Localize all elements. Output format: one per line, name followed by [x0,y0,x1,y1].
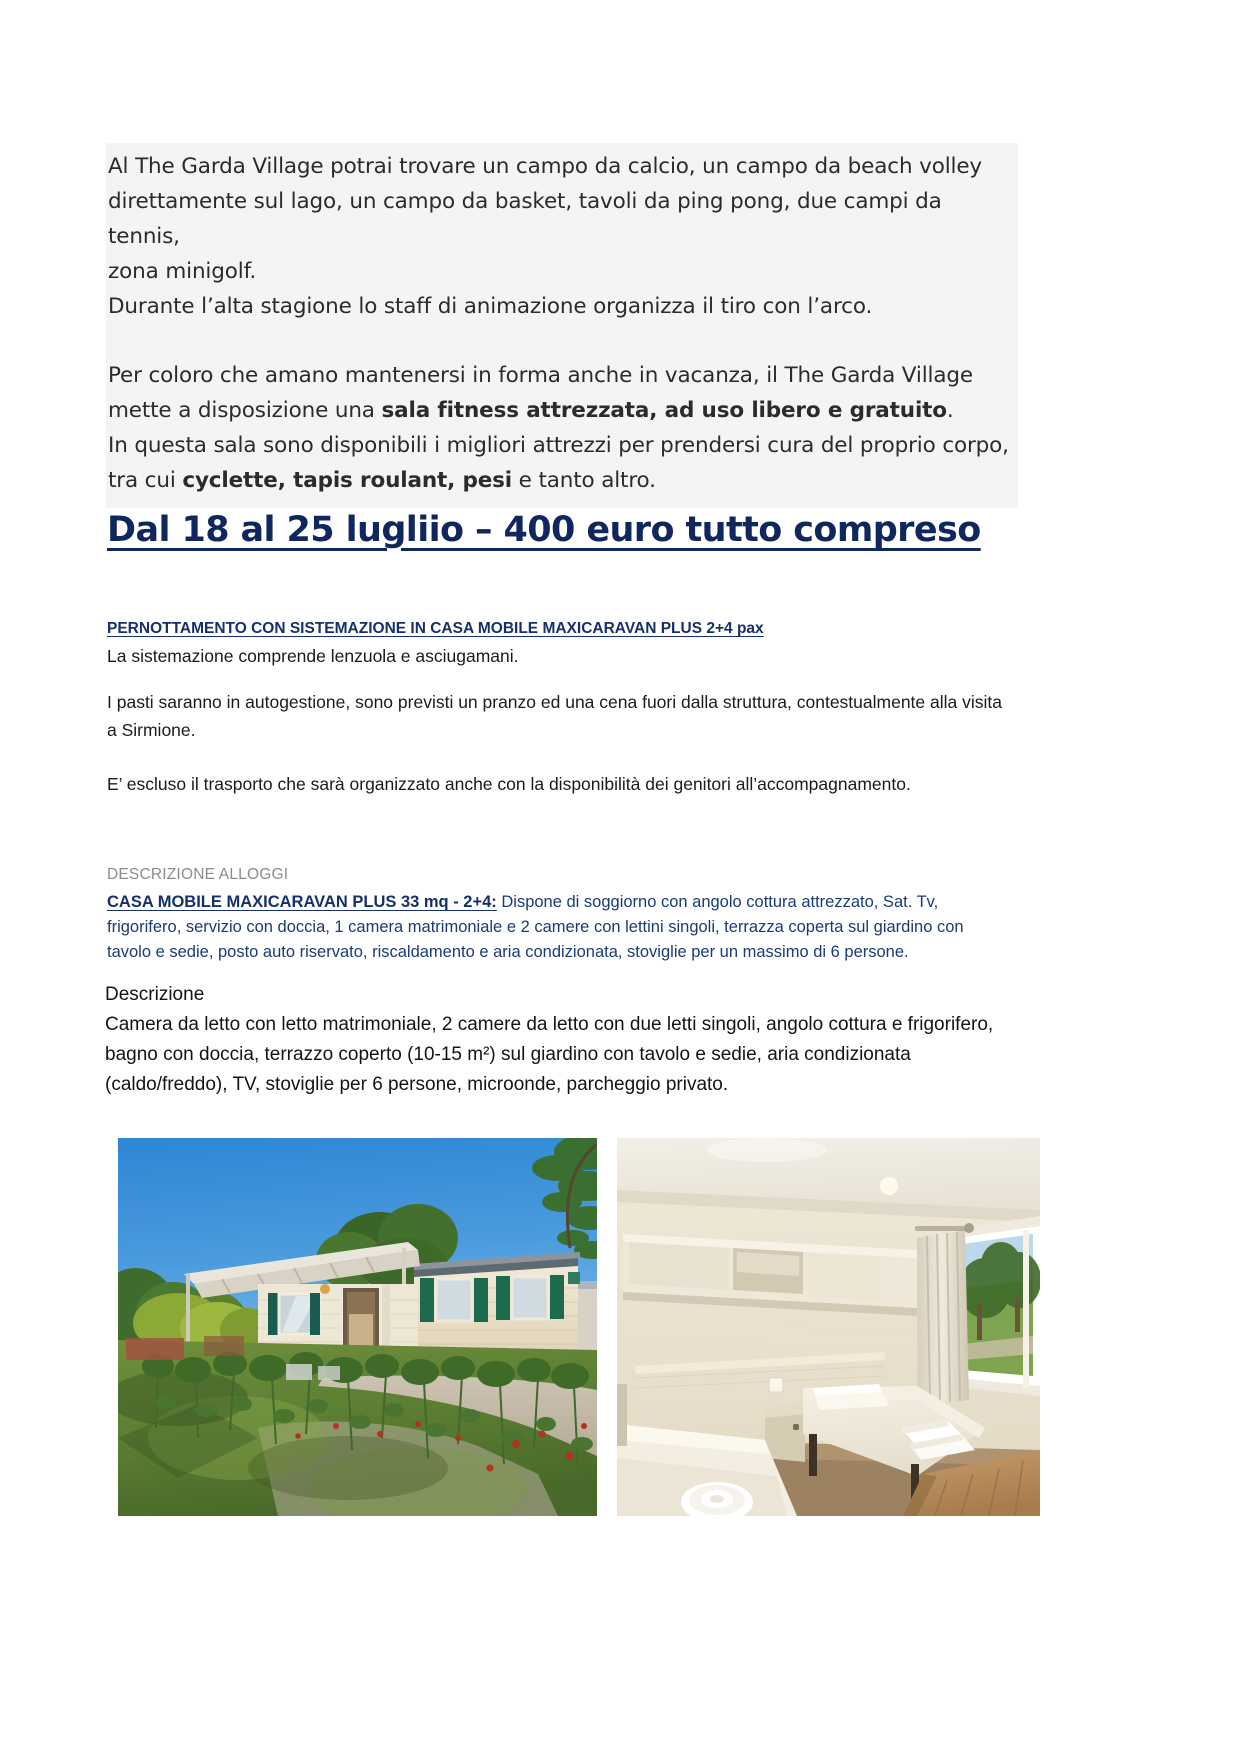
pernottamento-subtitle: La sistemazione comprende lenzuola e asciugamani. [107,646,519,666]
intro-line-8-prefix: tra cui [108,468,183,493]
paragraph-pasti: I pasti saranno in autogestione, sono previsti un pranzo ed una cena fuori dalla struttura, contestualmente alla visita a Sirmione. [107,692,1002,740]
intro-spacer [106,324,1018,358]
intro-paragraph-1 [106,149,1018,324]
paragraph-trasporto: E’ escluso il trasporto che sarà organizzato anche con la disponibilità dei genitori all’accompagnamento. [107,774,911,794]
intro-line-8-suffix: e tanto altro. [512,468,656,493]
intro-line-5: Per coloro che amano mantenersi in forma anche in vacanza, il The Garda Village [108,363,973,388]
bedroom-interior-photo [617,1138,1040,1516]
pernottamento-heading: PERNOTTAMENTO CON SISTEMAZIONE IN CASA MOBILE MAXICARAVAN PLUS 2+4 pax [107,620,764,637]
intro-bold-attrezzi: cyclette, tapis roulant, pesi [182,468,512,493]
intro-paragraph-2 [106,358,1018,498]
intro-line-2: direttamente sul lago, un campo da basket, tavoli da ping pong, due campi da tennis, [108,189,942,249]
descrizione-section [105,980,1017,1100]
page-title: Dal 18 al 25 lugliio – 400 euro tutto compreso [107,510,981,550]
descrizione-title: Descrizione [105,984,205,1005]
intro-line-7: In questa sala sono disponibili i migliori attrezzi per prendersi cura del proprio corpo, [108,433,1009,458]
intro-line-6-prefix: mette a disposizione una [108,398,382,423]
descrizione-alloggi-label: DESCRIZIONE ALLOGGI [107,866,289,883]
intro-line-3: zona minigolf. [108,259,257,284]
casa-mobile-details: Dispone di soggiorno con angolo cottura attrezzato, Sat. Tv, frigorifero, servizio con doccia, 1 camera matrimoniale e 2 camere con lettini singoli, terrazza coperta sul giardino con tavolo e sedie, posto auto riservato, riscaldamento e aria condizionata, stoviglie per un massimo di 6 persone. [107,893,964,961]
casa-mobile-lead: CASA MOBILE MAXICARAVAN PLUS 33 mq - 2+4: [107,893,497,911]
intro-line-1: Al The Garda Village potrai trovare un campo da calcio, un campo da beach volley [108,154,982,179]
descrizione-alloggi-body [107,890,1010,965]
intro-highlight-block [106,143,1018,508]
intro-line-6-suffix: . [946,398,954,423]
mobile-home-exterior-photo [118,1138,597,1516]
intro-line-4: Durante l’alta stagione lo staff di animazione organizza il tiro con l’arco. [108,294,873,319]
intro-bold-fitness: sala fitness attrezzata, ad uso libero e gratuito [381,398,947,423]
descrizione-body: Camera da letto con letto matrimoniale, 2 camere da letto con due letti singoli, angolo cottura e frigorifero, bagno con doccia, terrazzo coperto (10-15 m²) sul giardino con tavolo e sedie, aria condizionata (caldo/freddo), TV, stoviglie per 6 persone, microonde, parcheggio privato. [105,1014,994,1095]
